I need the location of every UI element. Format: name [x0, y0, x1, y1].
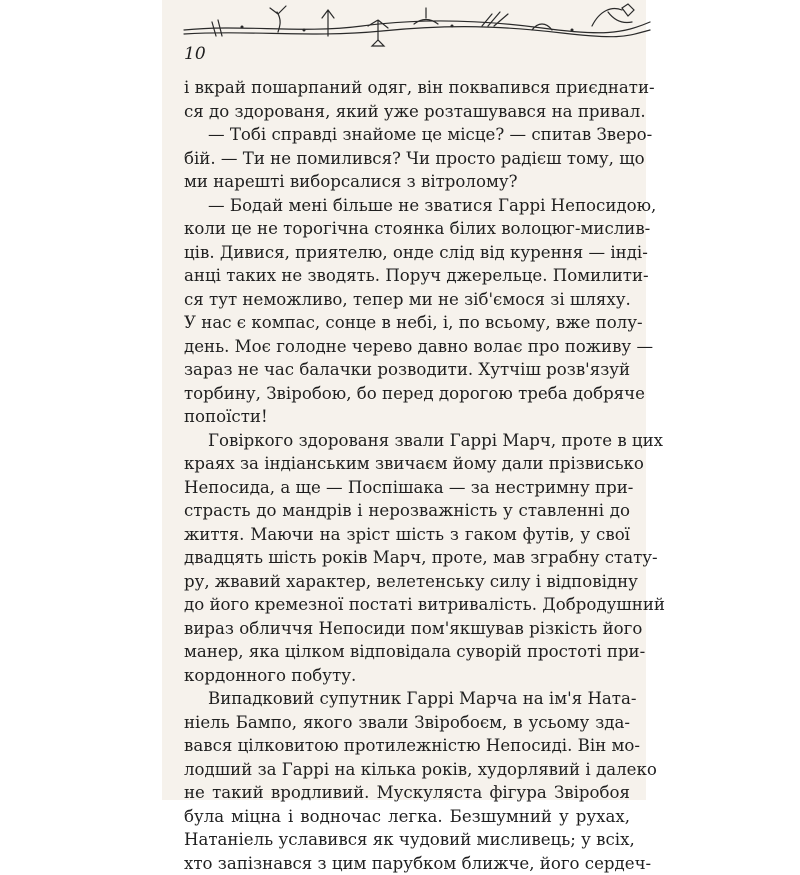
text-line: Непосида, а ще — Поспішака — за нестримну при- [184, 476, 630, 500]
text-line: була міцна і водночас легка. Безшумний у рухах, [184, 805, 630, 829]
text-line: попоїсти! [184, 405, 630, 429]
text-line: ру, жвавий характер, велетенську силу і відповідну [184, 570, 630, 594]
text-line: ся до здорованя, який уже розташувався на привал. [184, 100, 630, 124]
book-page [162, 0, 646, 800]
text-line: не такий вродливий. Мускуляста фігура Звіробоя [184, 781, 630, 805]
page-number: 10 [184, 44, 206, 64]
text-line: торбину, Звіробою, бо перед дорогою треба добряче [184, 382, 630, 406]
text-line: Говіркого здорованя звали Гаррі Марч, проте в цих [184, 429, 630, 453]
text-line: день. Моє голодне черево давно волає про поживу — [184, 335, 630, 359]
text-line: ніель Бампо, якого звали Звіробоєм, в усьому зда- [184, 711, 630, 735]
text-line: краях за індіанським звичаєм йому дали прізвисько [184, 452, 630, 476]
text-line: Натаніель уславився як чудовий мисливець; у всіх, [184, 828, 630, 852]
text-line: манер, яка цілком відповідала суворій простоті при- [184, 640, 630, 664]
text-line: страсть до мандрів і нерозважність у ставленні до [184, 499, 630, 523]
text-line: — Тобі справді знайоме це місце? — спитав Зверо- [184, 123, 630, 147]
text-line: вався цілковитою протилежністю Непосиді. Він мо- [184, 734, 630, 758]
text-line: У нас є компас, сонце в небі, і, по всьому, вже полу- [184, 311, 630, 335]
text-line: коли це не торогічна стоянка білих волоцюг-мислив- [184, 217, 630, 241]
text-line: — Бодай мені більше не зватися Гаррі Непосидою, [184, 194, 630, 218]
text-line: життя. Маючи на зріст шість з гаком футів, у свої [184, 523, 630, 547]
text-line: і вкрай пошарпаний одяг, він поквапився приєднати- [184, 76, 630, 100]
text-line: двадцять шість років Марч, проте, мав зграбну стату- [184, 546, 630, 570]
text-line: до його кремезної постаті витривалість. Добродушний [184, 593, 630, 617]
text-line: хто запізнався з цим парубком ближче, його сердеч- [184, 852, 630, 875]
text-line: зараз не час балачки розводити. Хутчіш розв'язуй [184, 358, 630, 382]
text-line: ців. Дивися, приятелю, онде слід від курення — інді- [184, 241, 630, 265]
text-line: ся тут неможливо, тепер ми не зіб'ємося зі шляху. [184, 288, 630, 312]
header-ornament-icon [182, 0, 652, 48]
text-line: кордонного побуту. [184, 664, 630, 688]
page-body-text [184, 76, 630, 875]
text-line: ми нарешті виборсалися з вітролому? [184, 170, 630, 194]
text-line: бій. — Ти не помилився? Чи просто радієш тому, що [184, 147, 630, 171]
text-line: анці таких не зводять. Поруч джерельце. Помилити- [184, 264, 630, 288]
text-line: лодший за Гаррі на кілька років, худорлявий і далеко [184, 758, 630, 782]
text-line: Випадковий супутник Гаррі Марча на ім'я Ната- [184, 687, 630, 711]
text-line: вираз обличчя Непосиди пом'якшував різкість його [184, 617, 630, 641]
